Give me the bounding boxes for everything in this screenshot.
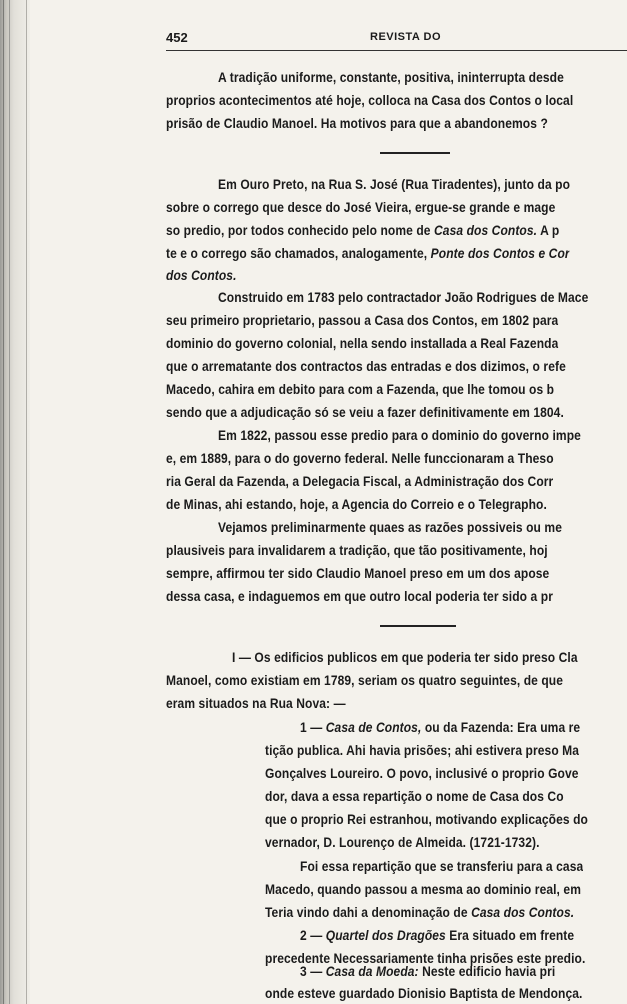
text-line: so predio, por todos conhecido pelo nome de Casa dos Contos. A p bbox=[166, 222, 560, 238]
gutter-line bbox=[9, 0, 10, 1004]
text-line bbox=[166, 264, 237, 286]
text-line: 3 — Casa da Moeda: Neste edificio havia pri bbox=[300, 963, 556, 979]
text-line: Foi essa repartição que se transferiu para a casa bbox=[300, 858, 584, 874]
italic-phrase: Quartel dos Dragões bbox=[325, 927, 446, 943]
gutter-line bbox=[3, 0, 4, 1004]
text-line: Macedo, quando passou a mesma ao dominio real, em bbox=[265, 881, 581, 897]
text-line: dominio do governo colonial, nella sendo installada a Real Fazenda bbox=[166, 335, 559, 351]
text-line: sobre o corrego que desce do José Vieira, ergue-se grande e mage bbox=[166, 199, 556, 215]
header-rule bbox=[166, 50, 627, 51]
text-line: Construido em 1783 pelo contractador João Rodrigues de Mace bbox=[218, 289, 589, 305]
text-line: vernador, D. Lourenço de Almeida. (1721-1732). bbox=[265, 834, 540, 850]
text-line: dessa casa, e indaguemos em que outro local poderia ter sido a pr bbox=[166, 588, 553, 604]
page-number: 452 bbox=[166, 30, 188, 45]
text-line: I — Os edificios publicos em que poderia ter sido preso Cla bbox=[232, 649, 578, 665]
italic-phrase: Ponte dos Contos e Cor bbox=[430, 245, 570, 261]
text-line: 1 — Casa de Contos, ou da Fazenda: Era uma re bbox=[300, 719, 581, 735]
text-line: Manoel, como existiam em 1789, seriam os quatro seguintes, de que bbox=[166, 672, 564, 688]
text-line: Em 1822, passou esse predio para o dominio do governo impe bbox=[218, 427, 581, 443]
text-line: e, em 1889, para o do governo federal. Nelle funccionaram a Theso bbox=[166, 450, 554, 466]
page-header bbox=[166, 30, 627, 50]
text-line: Macedo, cahira em debito para com a Fazenda, que lhe tomou os b bbox=[166, 381, 555, 397]
text-line: sempre, affirmou ter sido Claudio Manoel preso em um dos apose bbox=[166, 565, 550, 581]
text-line: seu primeiro proprietario, passou a Casa dos Contos, em 1802 para bbox=[166, 312, 559, 328]
section-separator bbox=[380, 625, 456, 627]
text-line: ria Geral da Fazenda, a Delegacia Fiscal, a Administração dos Corr bbox=[166, 473, 554, 489]
italic-phrase: Casa de Contos, bbox=[325, 719, 422, 735]
text-line: prisão de Claudio Manoel. Ha motivos para que a abandonemos ? bbox=[166, 115, 548, 131]
running-head: REVISTA DO bbox=[370, 31, 442, 43]
text-line: de Minas, ahi estando, hoje, a Agencia do Correio e o Telegrapho. bbox=[166, 496, 547, 512]
text-line: proprios acontecimentos até hoje, colloca na Casa dos Contos o local bbox=[166, 92, 574, 108]
italic-phrase: Casa dos Contos. bbox=[471, 904, 575, 920]
text-line: Gonçalves Loureiro. O povo, inclusivé o proprio Gove bbox=[265, 765, 579, 781]
text-line: eram situados na Rua Nova: — bbox=[166, 695, 346, 711]
gutter-line bbox=[26, 0, 27, 1004]
text-line: A tradição uniforme, constante, positiva, ininterrupta desde bbox=[218, 69, 564, 85]
text-line: plausiveis para invalidarem a tradição, que tão positivamente, hoj bbox=[166, 542, 548, 558]
text-line: Em Ouro Preto, na Rua S. José (Rua Tiradentes), junto da po bbox=[218, 176, 571, 192]
text-line: Teria vindo dahi a denominação de Casa dos Contos. bbox=[265, 904, 575, 920]
text-line: precedente Necessariamente tinha prisões este predio. bbox=[265, 950, 586, 966]
text-line: que o arrematante dos contractos das entradas e dos dizimos, o refe bbox=[166, 358, 566, 374]
italic-phrase: Casa dos Contos. bbox=[434, 222, 538, 238]
text-line: que o proprio Rei estranhou, motivando explicações do bbox=[265, 811, 589, 827]
text-line: onde esteve guardado Dionisio Baptista de Mendonça. bbox=[265, 985, 583, 1001]
text-line: te e o corrego são chamados, analogamente, Ponte dos Contos e Cor bbox=[166, 245, 570, 261]
italic-phrase: Casa da Moeda: bbox=[325, 963, 419, 979]
text-line: dor, dava a essa repartição o nome de Casa dos Co bbox=[265, 788, 564, 804]
italic-phrase: dos Contos. bbox=[166, 267, 237, 283]
text-line: tição publica. Ahi havia prisões; ahi estivera preso Ma bbox=[265, 742, 580, 758]
text-line: 2 — Quartel dos Dragões Era situado em frente bbox=[300, 927, 575, 943]
text-line: sendo que a adjudicação só se veiu a fazer definitivamente em 1804. bbox=[166, 404, 564, 420]
section-separator bbox=[380, 152, 450, 154]
text-line: Vejamos preliminarmente quaes as razões possiveis ou me bbox=[218, 519, 563, 535]
